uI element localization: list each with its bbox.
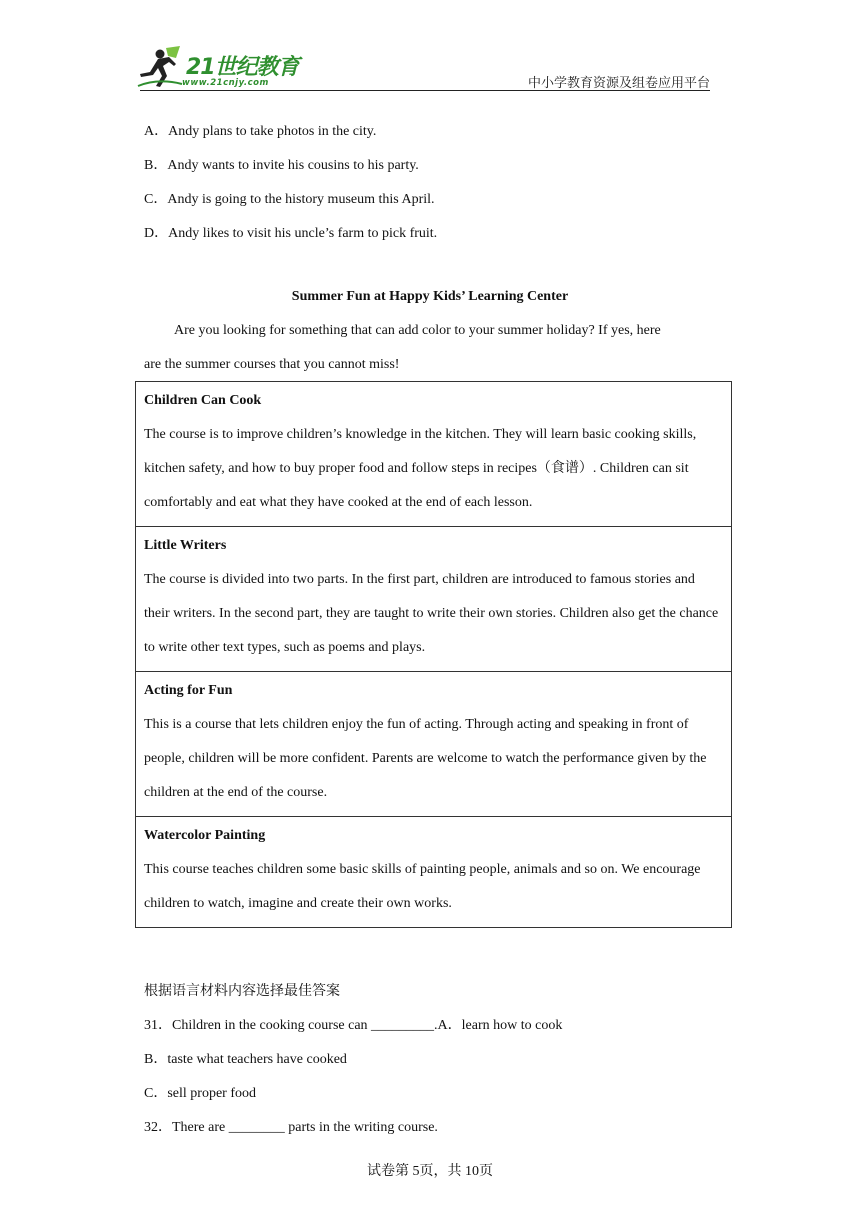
runner-logo-icon — [136, 44, 184, 90]
option-c: C．Andy is going to the history museum this April. — [144, 192, 435, 207]
question-31: 31．Children in the cooking course can _________.A．learn how to cook — [144, 1018, 563, 1033]
logo-url: www.21cnjy.com — [182, 78, 269, 88]
course-acting — [136, 672, 731, 817]
passage-intro-line-1: Are you looking for something that can add color to your summer holiday? If yes, here — [174, 323, 661, 338]
course-name: Watercolor Painting — [144, 828, 266, 843]
course-writers — [136, 527, 731, 672]
option-a: A．Andy plans to take photos in the city. — [144, 124, 377, 139]
platform-name: 中小学教育资源及组卷应用平台 — [527, 75, 710, 90]
question-31-option-c: C．sell proper food — [144, 1086, 256, 1101]
logo-wordmark: 21世纪教育 — [186, 55, 299, 80]
header-divider — [140, 90, 710, 91]
question-32: 32．There are ________ parts in the writing course. — [144, 1120, 438, 1135]
passage-intro-line-2: are the summer courses that you cannot miss! — [144, 357, 400, 372]
course-description: The course is to improve children’s knowledge in the kitchen. They will learn basic cooking skills, kitchen safety, and how to buy proper food and follow steps in recipes（食谱）. Children can sit comfortably and eat what they have cooked at the end of each lesson. — [144, 427, 697, 510]
course-cooking — [136, 382, 731, 527]
course-table — [135, 381, 732, 928]
passage-title: Summer Fun at Happy Kids’ Learning Center — [291, 289, 569, 304]
option-d: D．Andy likes to visit his uncle’s farm to pick fruit. — [144, 226, 438, 241]
course-painting — [136, 817, 731, 927]
course-description: This course teaches children some basic skills of painting people, animals and so on. We encourage children to watch, imagine and create their own works. — [144, 862, 701, 911]
course-description: This is a course that lets children enjoy the fun of acting. Through acting and speaking in front of people, children will be more confident. Parents are welcome to watch the performance given by the children at the end of the course. — [144, 717, 707, 800]
page-number: 试卷第 5页，共 10页 — [367, 1164, 493, 1179]
question-31-option-b: B．taste what teachers have cooked — [144, 1052, 347, 1067]
course-description: The course is divided into two parts. In the first part, children are introduced to famous stories and their writers. In the second part, they are taught to write their own stories. Children also get the chance to write other text types, such as poems and plays. — [144, 572, 719, 655]
course-name: Children Can Cook — [144, 393, 262, 408]
logo — [136, 44, 316, 92]
course-name: Acting for Fun — [144, 683, 233, 698]
course-name: Little Writers — [144, 538, 227, 553]
question-instruction: 根据语言材料内容选择最佳答案 — [144, 984, 340, 999]
page-header — [0, 0, 860, 100]
option-b: B．Andy wants to invite his cousins to his party. — [144, 158, 419, 173]
